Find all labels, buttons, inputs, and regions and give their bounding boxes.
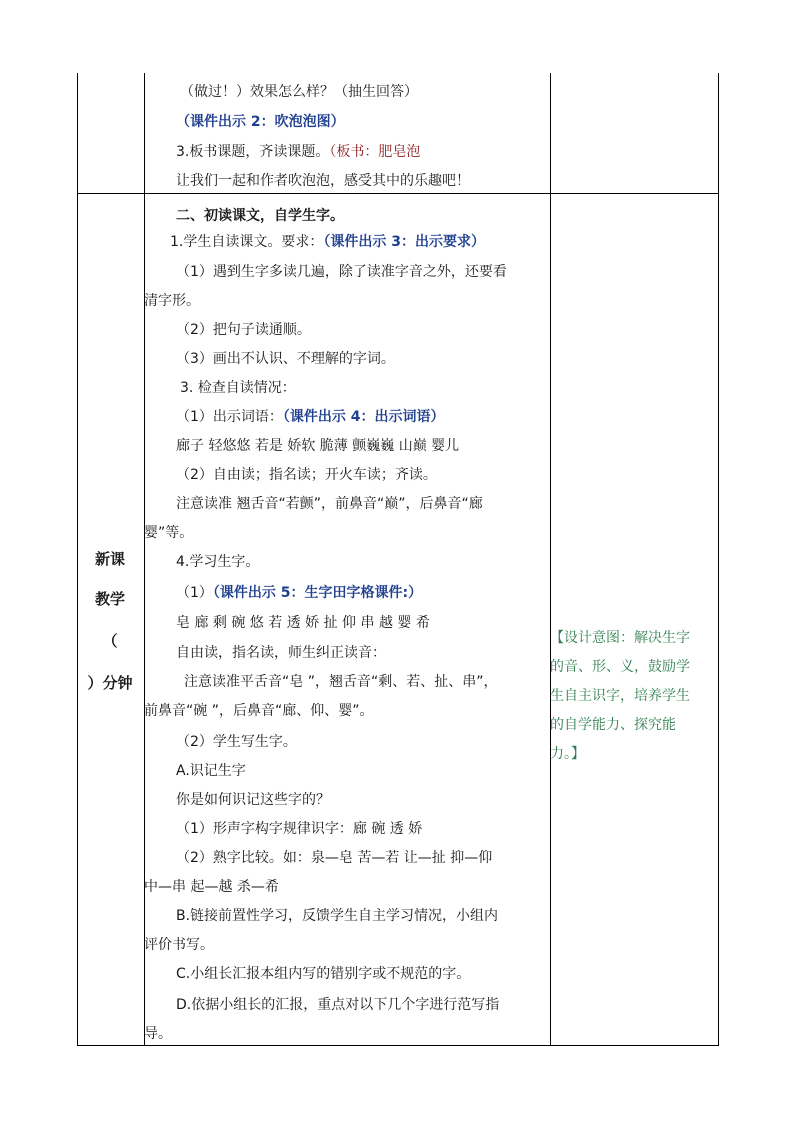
content-line: （1）遇到生字多读几遍，除了读准字音之外，还要看 — [176, 264, 507, 280]
section-label-3: （ — [102, 632, 118, 650]
content-line: 3. 检查自读情况： — [180, 380, 296, 396]
content-line: 4.学习生字。 — [176, 554, 260, 570]
design-intent-line: 的自学能力、探究能 — [550, 717, 676, 733]
design-intent-line: 【设计意图：解决生字 — [550, 630, 690, 646]
content-line: 中—串 起—越 杀—希 — [144, 879, 279, 895]
content-line: B.链接前置性学习，反馈学生自主学习情况，小组内 — [176, 908, 499, 924]
content-line: 清字形。 — [144, 293, 200, 309]
content-line: 1.学生自读课文。要求：（课件出示 3：出示要求） — [170, 234, 485, 250]
content-line: 注意读准 翘舌音“若颤”，前鼻音“巅”，后鼻音“廊 — [176, 496, 483, 512]
content-line: （2）熟字比较。如：泉—皂 苦—若 让—扯 抑—仰 — [176, 850, 493, 866]
content-line: C.小组长汇报本组内写的错别字或不规范的字。 — [176, 966, 471, 982]
content-line: 自由读，指名读，师生纠正读音： — [176, 645, 386, 661]
top-line-2: （课件出示 2：吹泡泡图） — [176, 114, 345, 130]
column-divider-2 — [550, 73, 551, 1045]
design-intent-line: 的音、形、义，鼓励学 — [550, 659, 690, 675]
content-line: D.依据小组长的汇报，重点对以下几个字进行范写指 — [176, 997, 500, 1013]
content-line: 婴”等。 — [144, 525, 194, 541]
section-heading: 二、初读课文，自学生字。 — [176, 208, 344, 224]
design-intent-line: 生自主识字，培养学生 — [550, 688, 690, 704]
top-line-3: 3.板书课题，齐读课题。（板书：肥皂泡 — [176, 144, 421, 160]
top-line-1: （做过！）效果怎么样？（抽生回答） — [180, 84, 418, 100]
section-label-2: 教学 — [94, 590, 125, 608]
column-divider-1 — [144, 73, 145, 1045]
content-line: 评价书写。 — [144, 937, 214, 953]
content-line: 廊子 轻悠悠 若是 娇软 脆薄 颤巍巍 山巅 婴儿 — [176, 438, 460, 454]
row-divider — [78, 193, 718, 194]
content-line: 皂 廊 剩 碗 悠 若 透 娇 扯 仰 串 越 婴 希 — [176, 615, 430, 631]
content-line: （2）把句子读通顺。 — [176, 322, 311, 338]
section-label-1: 新课 — [94, 550, 125, 568]
content-line: （2）自由读；指名读；开火车读；齐读。 — [176, 467, 437, 483]
lesson-table — [77, 73, 719, 1046]
top-line-4: 让我们一起和作者吹泡泡，感受其中的乐趣吧！ — [176, 173, 470, 189]
content-line: （1）出示词语：（课件出示 4：出示词语） — [176, 409, 445, 425]
content-line: 你是如何识记这些字的？ — [176, 792, 330, 808]
content-line: （1）形声字构字规律识字：廊 碗 透 娇 — [176, 821, 423, 837]
content-line: 前鼻音“碗 ”，后鼻音“廊、仰、婴”。 — [144, 703, 374, 719]
content-line: 导。 — [144, 1026, 172, 1042]
design-intent-line: 力。】 — [550, 746, 585, 762]
content-line: （3）画出不认识、不理解的字词。 — [176, 351, 395, 367]
content-line: 注意读准平舌音“皂 ”，翘舌音“剩、若、扯、串”， — [184, 674, 498, 690]
content-line: （1）（课件出示 5：生字田字格课件:） — [176, 585, 423, 601]
content-line: A.识记生字 — [176, 763, 246, 779]
content-line: （2）学生写生字。 — [176, 734, 297, 750]
section-label-4: ）分钟 — [87, 674, 133, 692]
design-intent-note — [550, 624, 716, 769]
